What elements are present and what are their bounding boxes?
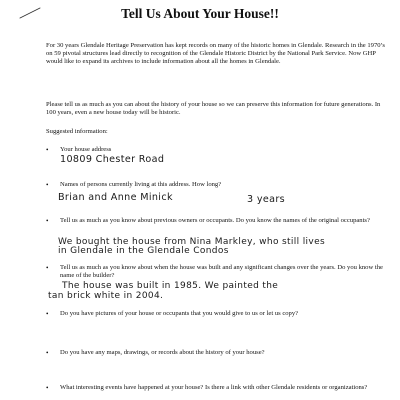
- question-text: Tell us as much as you know about when the house was built and any significant changes over the years. Do you know the name of the builder?: [60, 264, 383, 280]
- question-text: Your house address: [60, 146, 112, 153]
- question-text: Do you have any maps, drawings, or records about the history of your house?: [60, 349, 265, 356]
- answer-previous-owners-line-1: We bought the house from Nina Markley, who still lives: [58, 237, 325, 247]
- bullet: •: [46, 146, 49, 154]
- answer-residents-duration: 3 years: [247, 194, 286, 205]
- request-paragraph: Please tell us as much as you can about the history of your house so we can preserve this information for future generations. In 100 years, even a new house today will be historic.: [46, 101, 381, 117]
- answer-address: 10809 Chester Road: [60, 154, 165, 165]
- answer-previous-owners-line-2: in Glendale in the Glendale Condos: [58, 246, 229, 256]
- bullet: •: [46, 217, 49, 225]
- question-text: What interesting events have happened at your house? Is there a link with other Glendale residents or organizations?: [60, 384, 368, 391]
- bullet: •: [46, 264, 49, 272]
- page-title: Tell Us About Your House!!: [121, 6, 279, 21]
- question-text: Names of persons currently living at this address. How long?: [60, 181, 222, 188]
- question-text: Tell us as much as you know about previous owners or occupants. Do you know the names of the original occupants?: [60, 217, 370, 224]
- answer-residents-names: Brian and Anne Minick: [58, 192, 173, 203]
- suggested-heading: Suggested information:: [46, 128, 108, 135]
- intro-paragraph: For 30 years Glendale Heritage Preservation has kept records on many of the historic homes in Glendale. Research in the 1970’s on 59 pivotal structures lead directly to recognition of the Glendale Historic District by the National Park Service. Now GHP would like to expand its archives to include information about all the homes in Glendale.: [46, 42, 385, 66]
- question-text: Do you have pictures of your house or occupants that you would give to us or let us copy?: [60, 310, 299, 317]
- bullet: •: [46, 310, 49, 318]
- bullet: •: [46, 384, 49, 392]
- bullet: •: [46, 349, 49, 357]
- bullet: •: [46, 181, 49, 189]
- answer-construction-line-2: tan brick white in 2004.: [48, 291, 164, 301]
- answer-construction-line-1: The house was built in 1985. We painted the: [62, 281, 279, 291]
